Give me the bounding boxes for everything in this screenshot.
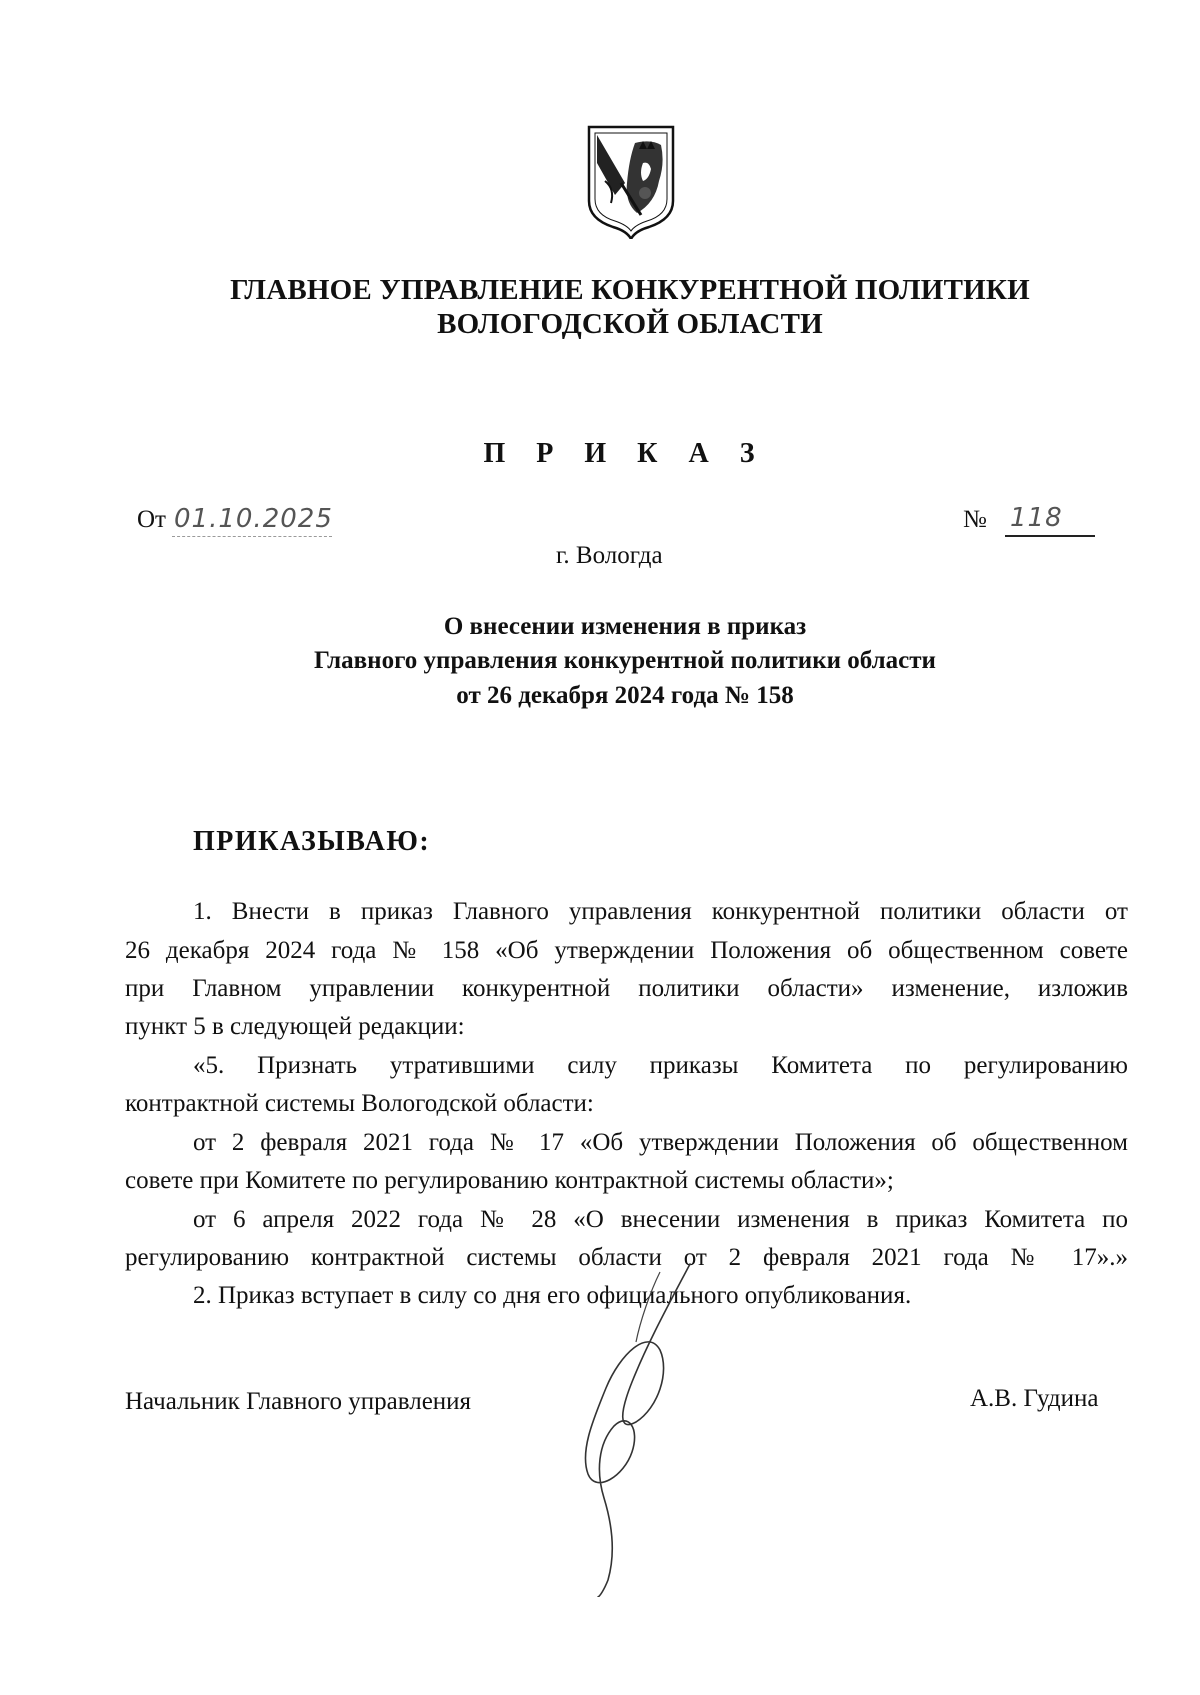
body-line: контрактной системы Вологодской области:: [125, 1090, 594, 1117]
body-line: 1. Внести в приказ Главного управления конкурентной политики области от: [193, 898, 1128, 925]
body-line: пункт 5 в следующей редакции:: [125, 1013, 465, 1040]
number-prefix: №: [963, 506, 987, 533]
handwritten-signature-icon: [540, 1262, 730, 1597]
date-handwritten: 01.10.2025: [174, 504, 333, 534]
body-line: «5. Признать утратившими силу приказы Комитета по регулированию: [193, 1052, 1128, 1079]
order-heading: ПРИКАЗЫВАЮ:: [193, 826, 431, 857]
number-underline: [1005, 535, 1095, 537]
body-line: совете при Комитете по регулированию контрактной системы области»;: [125, 1167, 894, 1194]
signatory-position: Начальник Главного управления: [125, 1388, 472, 1415]
body-line: 2. Приказ вступает в силу со дня его официального опубликования.: [193, 1282, 912, 1309]
organization-title-line1: ГЛАВНОЕ УПРАВЛЕНИЕ КОНКУРЕНТНОЙ ПОЛИТИКИ: [230, 274, 1030, 306]
document-type-title: П Р И К А З: [483, 438, 767, 469]
vologda-coat-of-arms-icon: [585, 123, 677, 239]
subject-line3: от 26 декабря 2024 года № 158: [456, 682, 794, 709]
date-underline: [172, 536, 332, 537]
body-line: при Главном управлении конкурентной политики области» изменение, изложив: [125, 975, 1128, 1002]
body-line: 26 декабря 2024 года № 158 «Об утверждении Положения об общественном совете: [125, 937, 1128, 964]
body-line: регулированию контрактной системы области от 2 февраля 2021 года № 17».»: [125, 1244, 1128, 1271]
date-prefix: От: [137, 506, 166, 533]
body-line: от 2 февраля 2021 года № 17 «Об утверждении Положения об общественном: [193, 1129, 1128, 1156]
signatory-name: А.В. Гудина: [970, 1385, 1099, 1412]
subject-line1: О внесении изменения в приказ: [443, 613, 807, 640]
organization-title-line2: ВОЛОГОДСКОЙ ОБЛАСТИ: [437, 308, 823, 340]
subject-line2: Главного управления конкурентной политики области: [314, 647, 936, 674]
body-line: от 6 апреля 2022 года № 28 «О внесении изменения в приказ Комитета по: [193, 1206, 1128, 1233]
city: г. Вологда: [556, 542, 663, 569]
number-handwritten: 118: [1010, 503, 1063, 533]
